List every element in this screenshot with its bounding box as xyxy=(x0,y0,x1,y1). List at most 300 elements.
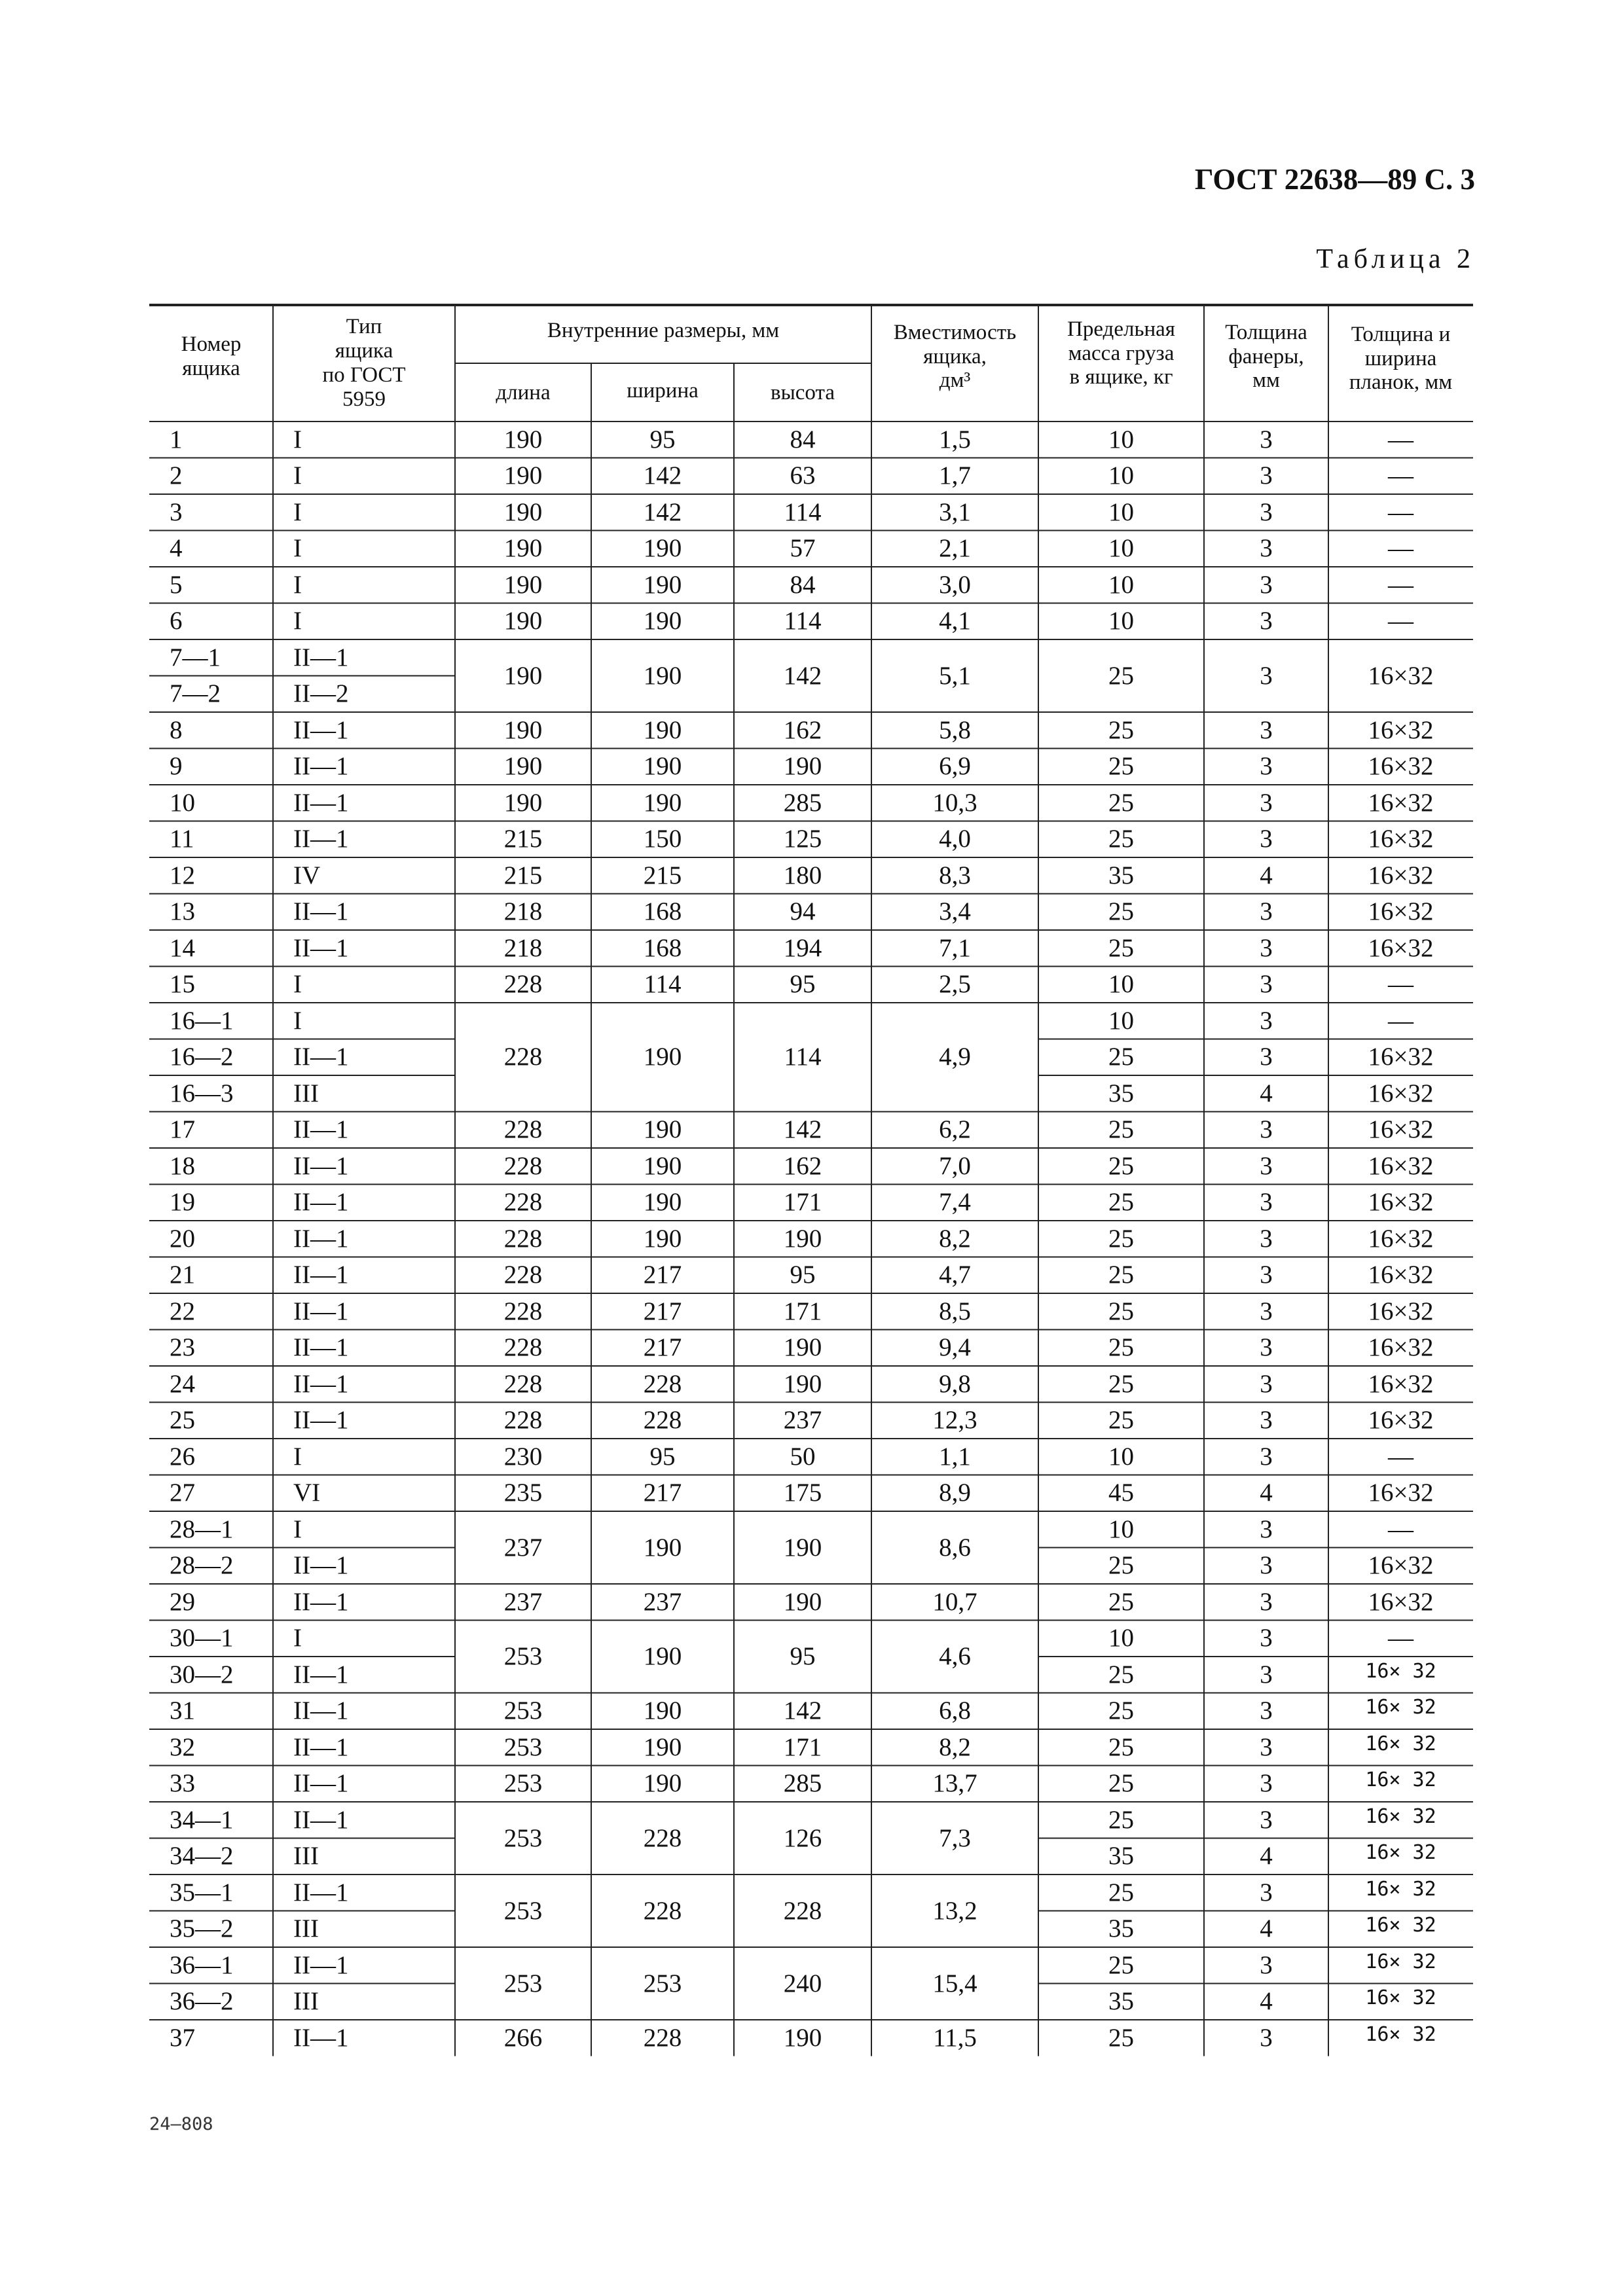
cell-max-mass: 25 xyxy=(1108,715,1134,744)
cell-box-type: I xyxy=(293,534,302,563)
cell-max-mass: 10 xyxy=(1108,534,1134,563)
cell-width: 95 xyxy=(649,1442,676,1471)
cell-box-type: II—1 xyxy=(293,1551,349,1580)
cell-length: 228 xyxy=(503,970,543,999)
cell-width: 190 xyxy=(643,715,682,744)
cell-max-mass: 25 xyxy=(1108,1878,1134,1907)
cell-height: 162 xyxy=(783,1151,822,1180)
cell-width: 142 xyxy=(643,461,682,490)
cell-box-type: III xyxy=(293,1987,319,2016)
cell-ply-thickness: 3 xyxy=(1260,933,1273,962)
cell-box-type: II—2 xyxy=(293,679,349,708)
cell-box-number: 16—2 xyxy=(170,1043,234,1071)
cell-length: 228 xyxy=(503,1043,543,1071)
cell-ply-thickness: 3 xyxy=(1260,1950,1273,1979)
cell-max-mass: 25 xyxy=(1108,788,1134,817)
cell-ply-thickness: 3 xyxy=(1260,1188,1273,1217)
cell-box-type: III xyxy=(293,1842,319,1871)
cell-width: 168 xyxy=(643,897,682,926)
cell-ply-thickness: 3 xyxy=(1260,897,1273,926)
cell-width: 217 xyxy=(643,1333,682,1362)
cell-length: 190 xyxy=(503,461,543,490)
cell-box-type: III xyxy=(293,1079,319,1107)
cell-height: 84 xyxy=(790,425,816,454)
cell-box-type: II—1 xyxy=(293,1732,349,1761)
cell-ply-thickness: 3 xyxy=(1260,461,1273,490)
cell-capacity: 3,0 xyxy=(939,570,971,599)
cell-plank-size: 16×32 xyxy=(1368,788,1434,817)
cell-width: 190 xyxy=(643,661,682,690)
cell-plank-size: 16×32 xyxy=(1368,1261,1434,1289)
cell-width: 190 xyxy=(643,788,682,817)
cell-max-mass: 25 xyxy=(1108,1188,1134,1217)
cell-box-type: II—1 xyxy=(293,1769,349,1798)
cell-box-number: 13 xyxy=(170,897,195,926)
cell-plank-size: 16×32 xyxy=(1368,1115,1434,1144)
table-caption: Таблица 2 xyxy=(1316,244,1475,274)
cell-box-type: II—1 xyxy=(293,933,349,962)
cell-box-number: 12 xyxy=(170,861,195,889)
cell-ply-thickness: 3 xyxy=(1260,1333,1273,1362)
cell-box-type: I xyxy=(293,425,302,454)
cell-box-type: II—1 xyxy=(293,1406,349,1435)
cell-capacity: 1,7 xyxy=(939,461,971,490)
cell-length: 228 xyxy=(503,1369,543,1398)
cell-max-mass: 25 xyxy=(1108,1660,1134,1689)
cell-box-number: 10 xyxy=(170,788,195,817)
cell-box-number: 15 xyxy=(170,970,195,999)
cell-width: 190 xyxy=(643,1115,682,1144)
cell-box-number: 4 xyxy=(170,534,183,563)
cell-length: 228 xyxy=(503,1224,543,1253)
cell-plank-size: 16×32 xyxy=(1368,1079,1434,1107)
cell-height: 190 xyxy=(783,1224,822,1253)
cell-box-number: 3 xyxy=(170,497,183,526)
cell-length: 228 xyxy=(503,1188,543,1217)
header-max-mass: Предельная масса груза в ящике, кг xyxy=(1067,317,1175,389)
cell-box-number: 34—2 xyxy=(170,1842,234,1871)
cell-max-mass: 45 xyxy=(1108,1479,1134,1507)
cell-box-number: 34—1 xyxy=(170,1805,234,1834)
cell-box-number: 18 xyxy=(170,1151,195,1180)
cell-max-mass: 25 xyxy=(1108,1406,1134,1435)
cell-width: 217 xyxy=(643,1297,682,1325)
cell-ply-thickness: 3 xyxy=(1260,425,1273,454)
cell-box-type: II—1 xyxy=(293,1696,349,1725)
cell-capacity: 9,4 xyxy=(939,1333,971,1362)
cell-box-type: II—1 xyxy=(293,1587,349,1616)
cell-box-type: II—1 xyxy=(293,643,349,672)
cell-ply-thickness: 3 xyxy=(1260,1261,1273,1289)
cell-width: 190 xyxy=(643,607,682,636)
cell-capacity: 4,9 xyxy=(939,1043,971,1071)
cell-height: 228 xyxy=(783,1896,822,1925)
cell-box-number: 6 xyxy=(170,607,183,636)
cell-box-number: 30—1 xyxy=(170,1624,234,1653)
cell-box-type: I xyxy=(293,1006,302,1035)
cell-box-type: I xyxy=(293,461,302,490)
cell-width: 228 xyxy=(643,1406,682,1435)
cell-width: 228 xyxy=(643,2023,682,2052)
cell-box-type: II—1 xyxy=(293,1333,349,1362)
cell-max-mass: 25 xyxy=(1108,1587,1134,1616)
cell-capacity: 1,5 xyxy=(939,425,971,454)
cell-height: 125 xyxy=(783,825,822,853)
cell-height: 95 xyxy=(790,1261,816,1289)
cell-box-number: 2 xyxy=(170,461,183,490)
cell-plank-size: 16×32 xyxy=(1368,933,1434,962)
cell-length: 253 xyxy=(503,1896,543,1925)
cell-box-number: 27 xyxy=(170,1479,195,1507)
cell-max-mass: 25 xyxy=(1108,1224,1134,1253)
cell-height: 126 xyxy=(783,1823,822,1852)
header-height: высота xyxy=(771,380,835,404)
cell-box-number: 28—2 xyxy=(170,1551,234,1580)
cell-length: 253 xyxy=(503,1769,543,1798)
cell-height: 171 xyxy=(783,1188,822,1217)
cell-height: 240 xyxy=(783,1969,822,1998)
cell-box-type: II—1 xyxy=(293,1043,349,1071)
cell-box-number: 16—3 xyxy=(170,1079,234,1107)
cell-width: 190 xyxy=(643,1533,682,1562)
cell-box-type: IV xyxy=(293,861,321,889)
cell-length: 190 xyxy=(503,607,543,636)
cell-box-number: 25 xyxy=(170,1406,195,1435)
cell-height: 171 xyxy=(783,1297,822,1325)
cell-box-number: 9 xyxy=(170,752,183,781)
cell-box-number: 8 xyxy=(170,715,183,744)
cell-height: 114 xyxy=(784,497,822,526)
cell-ply-thickness: 3 xyxy=(1260,1006,1273,1035)
cell-capacity: 8,5 xyxy=(939,1297,971,1325)
cell-capacity: 11,5 xyxy=(933,2023,977,2052)
cell-ply-thickness: 3 xyxy=(1260,497,1273,526)
cell-width: 237 xyxy=(643,1587,682,1616)
cell-max-mass: 25 xyxy=(1108,933,1134,962)
cell-ply-thickness: 4 xyxy=(1260,1987,1273,2016)
cell-max-mass: 25 xyxy=(1108,752,1134,781)
cell-plank-size: — xyxy=(1388,461,1413,490)
page-header-title: ГОСТ 22638—89 С. 3 xyxy=(1194,163,1475,196)
cell-ply-thickness: 3 xyxy=(1260,534,1273,563)
cell-height: 84 xyxy=(790,570,816,599)
cell-ply-thickness: 3 xyxy=(1260,1297,1273,1325)
cell-box-number: 33 xyxy=(170,1769,195,1798)
cell-capacity: 7,3 xyxy=(939,1823,971,1852)
cell-max-mass: 25 xyxy=(1108,1333,1134,1362)
cell-box-number: 30—2 xyxy=(170,1660,234,1689)
cell-max-mass: 25 xyxy=(1108,1151,1134,1180)
cell-height: 95 xyxy=(790,970,816,999)
cell-plank-size: 16× 32 xyxy=(1365,1877,1436,1901)
cell-ply-thickness: 3 xyxy=(1260,661,1273,690)
cell-length: 237 xyxy=(503,1533,543,1562)
cell-ply-thickness: 3 xyxy=(1260,825,1273,853)
cell-plank-size: 16×32 xyxy=(1368,897,1434,926)
cell-length: 253 xyxy=(503,1696,543,1725)
header-box-type: Тип ящика по ГОСТ 5959 xyxy=(322,315,406,411)
cell-capacity: 7,1 xyxy=(939,933,971,962)
cell-height: 57 xyxy=(790,534,816,563)
cell-ply-thickness: 3 xyxy=(1260,1151,1273,1180)
cell-box-number: 11 xyxy=(170,825,194,853)
footer-code: 24—808 xyxy=(149,2114,213,2134)
cell-height: 190 xyxy=(783,1533,822,1562)
cell-length: 190 xyxy=(503,570,543,599)
cell-box-type: I xyxy=(293,1624,302,1653)
cell-height: 171 xyxy=(783,1732,822,1761)
cell-length: 190 xyxy=(503,661,543,690)
cell-width: 150 xyxy=(643,825,682,853)
cell-width: 253 xyxy=(643,1969,682,1998)
cell-box-type: II—1 xyxy=(293,1297,349,1325)
cell-height: 95 xyxy=(790,1642,816,1670)
cell-ply-thickness: 3 xyxy=(1260,1587,1273,1616)
cell-height: 114 xyxy=(784,607,822,636)
cell-height: 142 xyxy=(783,1115,822,1144)
cell-capacity: 4,6 xyxy=(939,1642,971,1670)
cell-capacity: 15,4 xyxy=(932,1969,977,1998)
cell-length: 190 xyxy=(503,715,543,744)
cell-plank-size: 16×32 xyxy=(1368,1406,1434,1435)
cell-plank-size: — xyxy=(1388,1515,1413,1543)
cell-height: 50 xyxy=(790,1442,816,1471)
cell-max-mass: 25 xyxy=(1108,1732,1134,1761)
cell-ply-thickness: 4 xyxy=(1260,1079,1273,1107)
cell-width: 228 xyxy=(643,1896,682,1925)
cell-height: 180 xyxy=(783,861,822,889)
cell-width: 190 xyxy=(643,1188,682,1217)
cell-height: 63 xyxy=(790,461,816,490)
cell-box-number: 23 xyxy=(170,1333,195,1362)
cell-width: 190 xyxy=(643,1043,682,1071)
cell-plank-size: 16× 32 xyxy=(1365,1914,1436,1937)
cell-length: 215 xyxy=(503,825,543,853)
cell-plank-size: — xyxy=(1388,1442,1413,1471)
cell-box-type: II—1 xyxy=(293,1369,349,1398)
cell-length: 190 xyxy=(503,497,543,526)
cell-width: 190 xyxy=(643,1769,682,1798)
cell-height: 285 xyxy=(783,788,822,817)
cell-length: 228 xyxy=(503,1297,543,1325)
cell-width: 168 xyxy=(643,933,682,962)
cell-width: 114 xyxy=(644,970,682,999)
cell-ply-thickness: 3 xyxy=(1260,1515,1273,1543)
cell-ply-thickness: 3 xyxy=(1260,607,1273,636)
cell-ply-thickness: 3 xyxy=(1260,1369,1273,1398)
cell-width: 190 xyxy=(643,570,682,599)
cell-ply-thickness: 4 xyxy=(1260,1479,1273,1507)
cell-max-mass: 10 xyxy=(1108,1515,1134,1543)
cell-plank-size: 16× 32 xyxy=(1365,1696,1436,1719)
cell-max-mass: 35 xyxy=(1108,1987,1134,2016)
cell-plank-size: — xyxy=(1388,425,1413,454)
cell-height: 190 xyxy=(783,1587,822,1616)
cell-capacity: 10,7 xyxy=(932,1587,977,1616)
cell-capacity: 8,2 xyxy=(939,1732,971,1761)
cell-box-type: I xyxy=(293,970,302,999)
cell-width: 190 xyxy=(643,1151,682,1180)
cell-capacity: 1,1 xyxy=(939,1442,971,1471)
cell-box-number: 19 xyxy=(170,1188,195,1217)
cell-box-number: 26 xyxy=(170,1442,195,1471)
cell-length: 237 xyxy=(503,1587,543,1616)
cell-plank-size: 16×32 xyxy=(1368,1043,1434,1071)
cell-box-number: 21 xyxy=(170,1261,195,1289)
cell-ply-thickness: 3 xyxy=(1260,1224,1273,1253)
cell-length: 215 xyxy=(503,861,543,889)
cell-plank-size: 16× 32 xyxy=(1365,1841,1436,1865)
cell-plank-size: 16×32 xyxy=(1368,661,1434,690)
header-box-number: Номер ящика xyxy=(181,332,242,380)
cell-length: 218 xyxy=(503,933,543,962)
cell-width: 217 xyxy=(643,1479,682,1507)
cell-box-type: II—1 xyxy=(293,752,349,781)
cell-box-number: 35—1 xyxy=(170,1878,234,1907)
cell-box-number: 1 xyxy=(170,425,183,454)
cell-box-number: 16—1 xyxy=(170,1006,234,1035)
cell-ply-thickness: 3 xyxy=(1260,1043,1273,1071)
cell-plank-size: 16× 32 xyxy=(1365,2022,1436,2046)
cell-box-number: 28—1 xyxy=(170,1515,234,1543)
cell-max-mass: 25 xyxy=(1108,1769,1134,1798)
cell-width: 215 xyxy=(643,861,682,889)
cell-box-number: 7—2 xyxy=(170,679,221,708)
cell-plank-size: — xyxy=(1388,497,1413,526)
cell-capacity: 3,4 xyxy=(939,897,971,926)
cell-capacity: 3,1 xyxy=(939,497,971,526)
cell-box-number: 31 xyxy=(170,1696,195,1725)
cell-ply-thickness: 4 xyxy=(1260,1914,1273,1943)
cell-height: 94 xyxy=(790,897,816,926)
cell-box-type: II—1 xyxy=(293,1950,349,1979)
cell-width: 228 xyxy=(643,1823,682,1852)
cell-plank-size: 16×32 xyxy=(1368,1551,1434,1580)
cell-length: 228 xyxy=(503,1115,543,1144)
cell-length: 190 xyxy=(503,534,543,563)
cell-capacity: 6,2 xyxy=(939,1115,971,1144)
cell-box-type: II—1 xyxy=(293,2023,349,2052)
cell-box-type: II—1 xyxy=(293,1115,349,1144)
cell-plank-size: 16×32 xyxy=(1368,752,1434,781)
cell-ply-thickness: 3 xyxy=(1260,1551,1273,1580)
cell-plank-size: 16×32 xyxy=(1368,1333,1434,1362)
cell-plank-size: — xyxy=(1388,570,1413,599)
cell-length: 253 xyxy=(503,1969,543,1998)
cell-max-mass: 25 xyxy=(1108,825,1134,853)
cell-width: 190 xyxy=(643,752,682,781)
cell-ply-thickness: 3 xyxy=(1260,1696,1273,1725)
cell-ply-thickness: 3 xyxy=(1260,1624,1273,1653)
cell-ply-thickness: 3 xyxy=(1260,1805,1273,1834)
cell-ply-thickness: 3 xyxy=(1260,1115,1273,1144)
cell-box-number: 32 xyxy=(170,1732,195,1761)
cell-max-mass: 10 xyxy=(1108,970,1134,999)
cell-height: 285 xyxy=(783,1769,822,1798)
cell-height: 190 xyxy=(783,1333,822,1362)
cell-plank-size: 16×32 xyxy=(1368,715,1434,744)
cell-ply-thickness: 3 xyxy=(1260,752,1273,781)
cell-box-type: I xyxy=(293,1442,302,1471)
cell-box-type: I xyxy=(293,570,302,599)
cell-box-type: II—1 xyxy=(293,897,349,926)
cell-capacity: 8,9 xyxy=(939,1479,971,1507)
cell-height: 114 xyxy=(784,1043,822,1071)
cell-box-number: 35—2 xyxy=(170,1914,234,1943)
cell-box-type: II—1 xyxy=(293,788,349,817)
cell-plank-size: 16×32 xyxy=(1368,1188,1434,1217)
cell-height: 190 xyxy=(783,752,822,781)
header-length: длина xyxy=(496,380,551,404)
cell-box-type: I xyxy=(293,497,302,526)
cell-max-mass: 25 xyxy=(1108,1950,1134,1979)
cell-length: 253 xyxy=(503,1642,543,1670)
cell-max-mass: 25 xyxy=(1108,897,1134,926)
cell-width: 190 xyxy=(643,1732,682,1761)
cell-max-mass: 35 xyxy=(1108,1842,1134,1871)
cell-length: 235 xyxy=(503,1479,543,1507)
cell-capacity: 9,8 xyxy=(939,1369,971,1398)
cell-ply-thickness: 3 xyxy=(1260,1660,1273,1689)
cell-ply-thickness: 3 xyxy=(1260,1769,1273,1798)
cell-ply-thickness: 3 xyxy=(1260,1878,1273,1907)
cell-width: 190 xyxy=(643,1696,682,1725)
cell-box-number: 37 xyxy=(170,2023,195,2052)
header-inner-dimensions: Внутренние размеры, мм xyxy=(547,318,780,342)
cell-height: 190 xyxy=(783,1369,822,1398)
cell-length: 228 xyxy=(503,1406,543,1435)
cell-max-mass: 25 xyxy=(1108,1261,1134,1289)
cell-box-number: 17 xyxy=(170,1115,195,1144)
cell-max-mass: 25 xyxy=(1108,661,1134,690)
cell-max-mass: 10 xyxy=(1108,1442,1134,1471)
header-plank-size: Толщина и ширина планок, мм xyxy=(1349,322,1453,395)
cell-capacity: 7,4 xyxy=(939,1188,971,1217)
cell-max-mass: 25 xyxy=(1108,1043,1134,1071)
cell-capacity: 5,8 xyxy=(939,715,971,744)
cell-width: 217 xyxy=(643,1261,682,1289)
cell-max-mass: 25 xyxy=(1108,1551,1134,1580)
cell-box-number: 7—1 xyxy=(170,643,221,672)
cell-ply-thickness: 3 xyxy=(1260,1732,1273,1761)
cell-plank-size: 16×32 xyxy=(1368,1479,1434,1507)
cell-box-type: VI xyxy=(293,1479,321,1507)
cell-max-mass: 10 xyxy=(1108,570,1134,599)
cell-plank-size: 16×32 xyxy=(1368,1297,1434,1325)
cell-height: 175 xyxy=(783,1479,822,1507)
cell-max-mass: 35 xyxy=(1108,1079,1134,1107)
cell-plank-size: 16×32 xyxy=(1368,825,1434,853)
cell-width: 190 xyxy=(643,1224,682,1253)
cell-capacity: 12,3 xyxy=(932,1406,977,1435)
cell-capacity: 6,8 xyxy=(939,1696,971,1725)
cell-ply-thickness: 3 xyxy=(1260,970,1273,999)
cell-box-number: 5 xyxy=(170,570,183,599)
cell-box-number: 22 xyxy=(170,1297,195,1325)
cell-ply-thickness: 3 xyxy=(1260,1442,1273,1471)
cell-max-mass: 10 xyxy=(1108,1624,1134,1653)
cell-capacity: 4,7 xyxy=(939,1261,971,1289)
cell-capacity: 2,5 xyxy=(939,970,971,999)
cell-max-mass: 25 xyxy=(1108,1805,1134,1834)
cell-ply-thickness: 4 xyxy=(1260,861,1273,889)
cell-max-mass: 10 xyxy=(1108,425,1134,454)
cell-capacity: 7,0 xyxy=(939,1151,971,1180)
cell-max-mass: 35 xyxy=(1108,861,1134,889)
cell-height: 237 xyxy=(783,1406,822,1435)
cell-capacity: 8,2 xyxy=(939,1224,971,1253)
cell-length: 228 xyxy=(503,1151,543,1180)
